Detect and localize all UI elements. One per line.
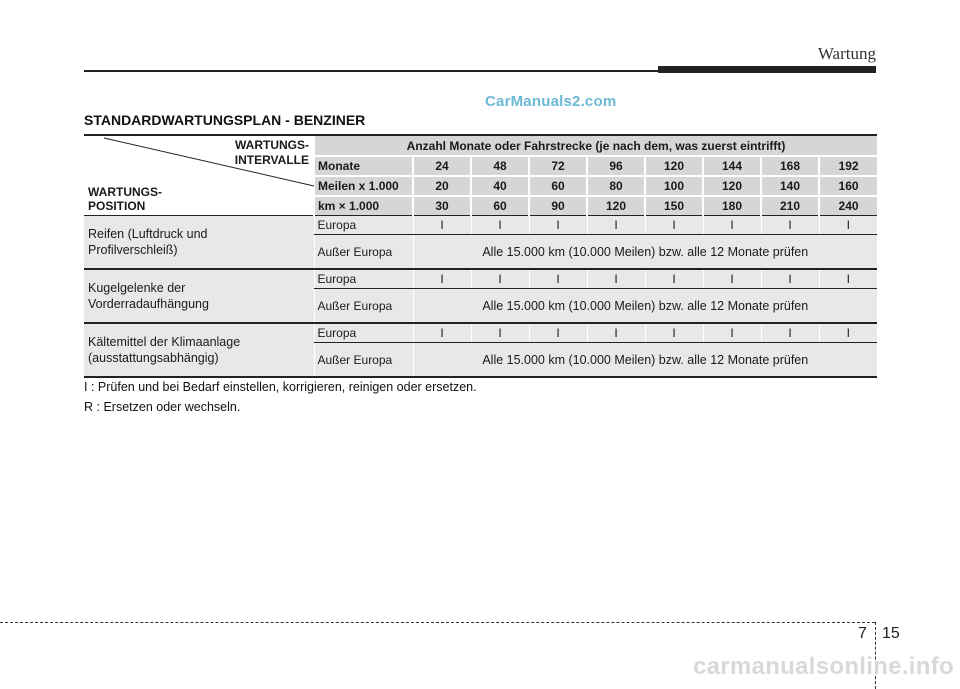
header-rule-thick	[658, 66, 876, 73]
interval-note: Alle 15.000 km (10.000 Meilen) bzw. alle 12 Monate prüfen	[413, 235, 877, 270]
corner-position-label: WARTUNGS- POSITION	[88, 185, 162, 213]
interval-row-km: km × 1.000 30 60 90 120 150 180 210 240	[84, 196, 877, 216]
watermark-carmanuals2: CarManuals2.com	[485, 93, 617, 110]
page-title: STANDARDWARTUNGSPLAN - BENZINER	[84, 112, 366, 128]
item-row-europe: Reifen (Luftdruck und Profilverschleiß) Europa I I I I I I I I	[84, 216, 877, 235]
region-label: Europa	[314, 216, 413, 235]
page-number: 15	[882, 625, 900, 642]
interval-row-months: Monate 24 48 72 96 120 144 168 192	[84, 156, 877, 176]
section-number: 7	[858, 625, 867, 642]
table-corner-header	[84, 135, 314, 216]
interval-note: Alle 15.000 km (10.000 Meilen) bzw. alle 12 Monate prüfen	[413, 289, 877, 324]
legend-replace: R : Ersetzen oder wechseln.	[84, 400, 241, 414]
item-name: Kugelgelenke der Vorderradaufhängung	[84, 269, 314, 323]
footer-rule	[0, 622, 875, 623]
interval-top-header: Anzahl Monate oder Fahrstrecke (je nach dem, was zuerst eintrifft)	[314, 135, 877, 156]
region-label: Außer Europa	[314, 235, 413, 270]
watermark-carmanualsonline: carmanualsonline.info	[692, 653, 954, 680]
item-name: Kältemittel der Klimaanlage (ausstattungsabhängig)	[84, 323, 314, 377]
region-label: Europa	[314, 323, 413, 343]
interval-row-miles: Meilen x 1.000 20 40 60 80 100 120 140 160	[84, 176, 877, 196]
region-label: Außer Europa	[314, 289, 413, 324]
item-name: Reifen (Luftdruck und Profilverschleiß)	[84, 216, 314, 270]
item-row-europe: Kugelgelenke der Vorderradaufhängung Europa I I I I I I I I	[84, 269, 877, 289]
region-label: Europa	[314, 269, 413, 289]
corner-intervals-label: WARTUNGS- INTERVALLE	[234, 138, 309, 167]
legend-inspect: I : Prüfen und bei Bedarf einstellen, korrigieren, reinigen oder ersetzen.	[84, 380, 477, 394]
section-header-title: Wartung	[817, 44, 876, 63]
maintenance-schedule-table	[84, 134, 877, 378]
header-rule	[84, 70, 660, 72]
region-label: Außer Europa	[314, 343, 413, 378]
item-row-europe: Kältemittel der Klimaanlage (ausstattungsabhängig) Europa I I I I I I I I	[84, 323, 877, 343]
interval-note: Alle 15.000 km (10.000 Meilen) bzw. alle 12 Monate prüfen	[413, 343, 877, 378]
